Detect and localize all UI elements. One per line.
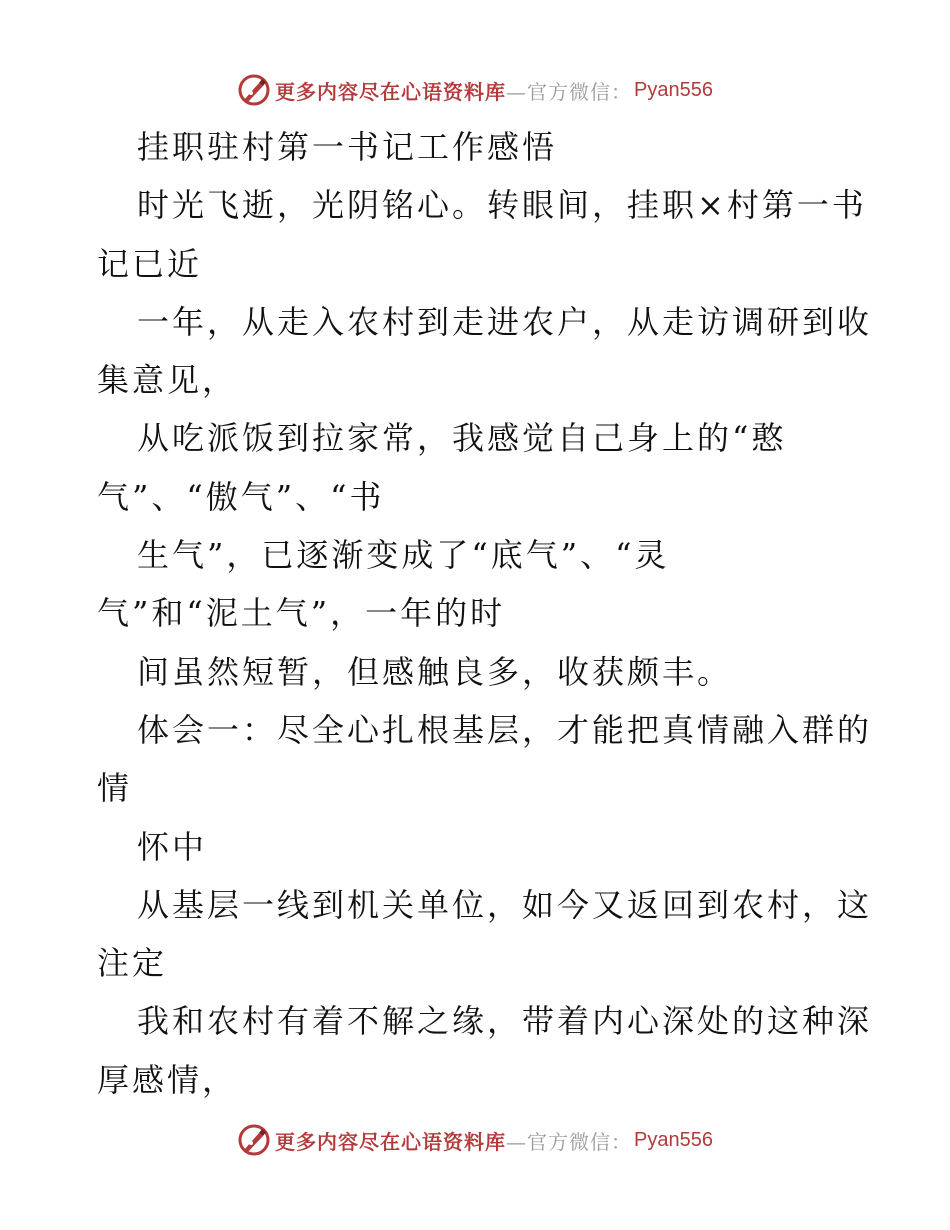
document-body: [97, 118, 873, 1109]
text-line: 时光飞逝，光阴铭心。转眼间，挂职×村第一书: [137, 186, 867, 225]
text-line: 注定: [97, 944, 168, 983]
text-line: 记已近: [97, 244, 203, 283]
watermark-account: Pyan556: [634, 78, 713, 101]
text-line: 体会一：尽全心扎根基层，才能把真情融入群的: [137, 710, 873, 749]
text-line: 厚感情，: [97, 1060, 238, 1099]
text-line: 情: [97, 769, 133, 808]
text-line: 我和农村有着不解之缘，带着内心深处的这种深: [137, 1002, 873, 1041]
watermark-banner-bottom: [0, 1120, 950, 1160]
text-line: 从吃派饭到拉家常，我感觉自己身上的“憨: [137, 419, 787, 458]
watermark-lead: 更多内容尽在心语资料库: [275, 79, 507, 104]
watermark-banner-top: [0, 70, 950, 110]
text-line: 集意见，: [97, 361, 238, 400]
pen-logo-icon: [237, 1123, 271, 1157]
watermark-lead: 更多内容尽在心语资料库: [275, 1129, 507, 1154]
text-line: 从基层一线到机关单位，如今又返回到农村，这: [137, 885, 873, 924]
text-line: 气”和“泥土气”，一年的时: [97, 594, 506, 633]
text-line: 气”、“傲气”、“书: [97, 477, 385, 516]
text-line: 怀中: [137, 827, 208, 866]
watermark-rest: —官方微信：: [506, 1129, 633, 1154]
text-line: 一年，从走入农村到走进农户，从走访调研到收: [137, 302, 873, 341]
text-line: 间虽然短暂，但感触良多，收获颇丰。: [137, 652, 733, 691]
watermark-rest: —官方微信：: [506, 79, 633, 104]
text-line: 挂职驻村第一书记工作感悟: [137, 128, 558, 166]
pen-logo-icon: [237, 73, 271, 107]
text-line: 生气”，已逐渐变成了“底气”、“灵: [137, 536, 670, 575]
watermark-account: Pyan556: [634, 1128, 713, 1151]
